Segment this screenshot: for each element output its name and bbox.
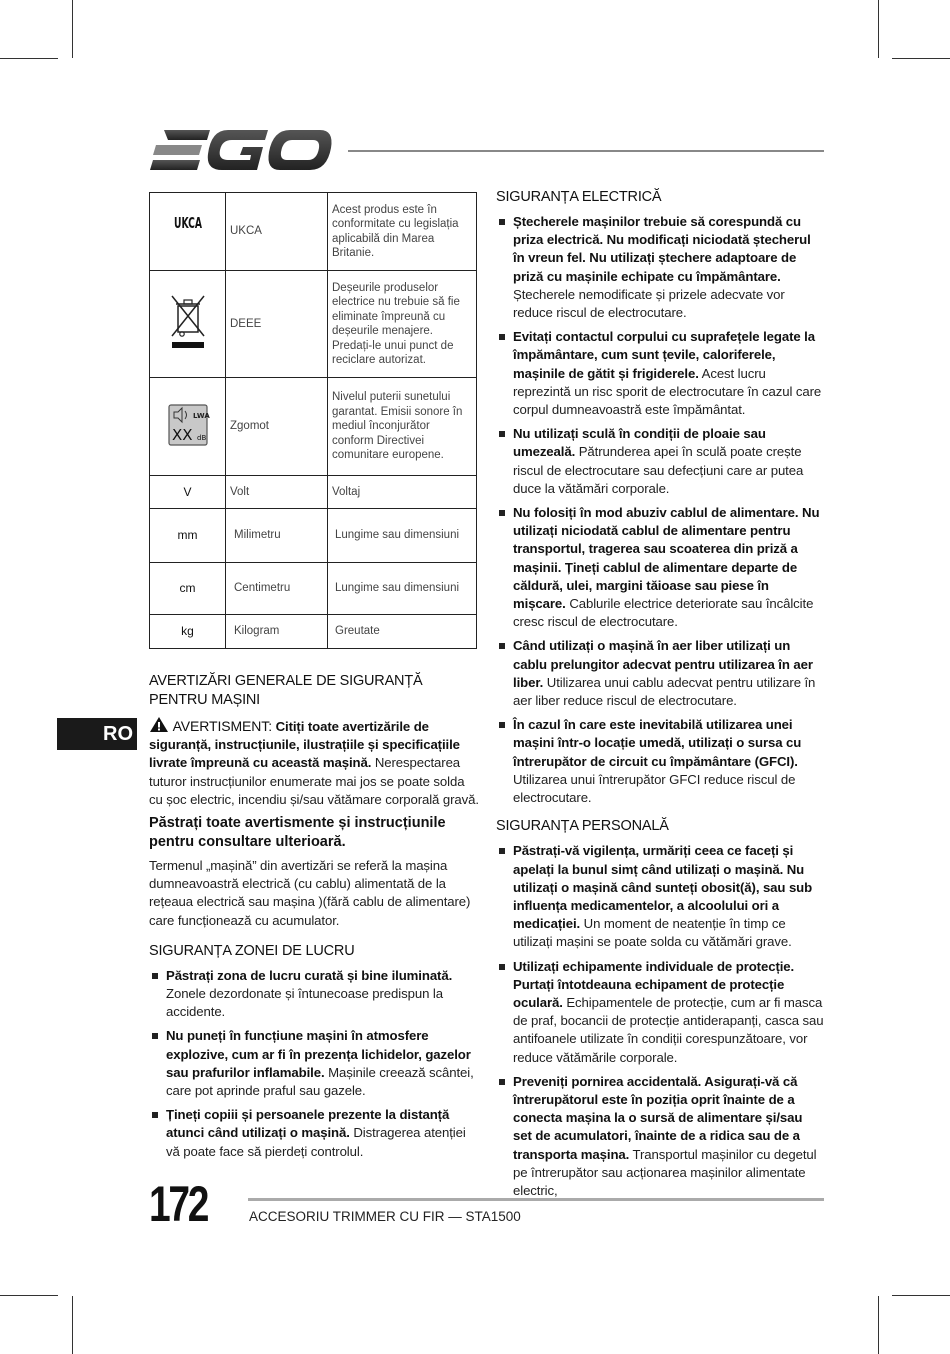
- item-text: Zonele dezordonate și întunecoase predispun la accidente.: [166, 986, 443, 1020]
- item-bold: Preveniți pornirea accidentală. Asigurați-vă că întrerupătorul este în poziția oprit înainte de a conecta mașina la o sursă de alimentare și/sau set de acumulatori, înainte de a ridica sau de a transporta mașina.: [513, 1073, 803, 1162]
- warning-paragraph: [149, 716, 479, 809]
- symbol-text: kg: [150, 615, 226, 649]
- symbol-text: V: [150, 476, 226, 509]
- noise-symbol-cell: [150, 378, 226, 476]
- bullet-icon: [499, 334, 505, 340]
- table-row: [150, 476, 477, 509]
- symbol-description: Nivelul puterii sunetului garantat. Emisii sonore în mediul înconjurător conform Directivei comunitare europene.: [328, 378, 477, 476]
- term-paragraph: Termenul „mașină” din avertizări se referă la mașina dumneavoastră electrică (cu cablu) alimentată de la rețeaua electrică sau mașina )(fără cablu de alimentare) care funcționează cu acumulator.: [149, 858, 471, 928]
- work-area-list: [149, 967, 479, 1161]
- symbol-text: cm: [150, 563, 226, 615]
- item-bold: Țineți copiii și persoanele prezente la distanță atunci când utilizați o mașină.: [166, 1107, 450, 1141]
- item-text: Utilizarea unui cablu adecvat pentru utilizare în aer liber reduce riscul de electrocutare.: [513, 674, 816, 709]
- crop-mark: [878, 1296, 879, 1354]
- svg-text:LWA: LWA: [192, 411, 210, 420]
- crop-mark: [892, 1295, 950, 1296]
- symbol-description: Lungime sau dimensiuni: [328, 509, 477, 563]
- table-row: [150, 563, 477, 615]
- page-number: 172: [149, 1176, 208, 1232]
- svg-text:dB: dB: [196, 433, 206, 442]
- list-item: [496, 328, 824, 419]
- table-row: [150, 378, 477, 476]
- item-text: Acest lucru reprezintă un risc sporit de electrocutare în cazul care corpul dumneavoastră este împământat.: [513, 365, 822, 418]
- list-item: [149, 967, 479, 1022]
- list-item: [496, 504, 824, 631]
- list-item: [496, 637, 824, 710]
- warning-triangle-icon: [149, 716, 169, 733]
- bullet-icon: [499, 848, 505, 854]
- personal-list: [496, 842, 824, 1200]
- right-column: [496, 188, 824, 1206]
- bullet-icon: [499, 722, 505, 728]
- electrical-list: [496, 213, 824, 807]
- item-bold: Utilizați echipamente individuale de protecție. Purtați întotdeauna echipament de protecție oculară.: [513, 958, 795, 1010]
- ego-logo: [150, 128, 332, 172]
- list-item: [149, 1106, 479, 1161]
- crop-mark: [0, 58, 58, 59]
- item-bold: Când utilizați o mașină în aer liber utilizați un cablu prelungitor adecvat pentru utilizarea în aer liber.: [513, 638, 813, 690]
- ukca-mark-icon: [171, 213, 205, 247]
- keep-instructions: Păstrați toate avertismente și instrucțiunile pentru consultare ulterioară.: [149, 815, 446, 850]
- table-row: [150, 615, 477, 649]
- item-text: Un moment de neatenție în timp ce utilizați mașini se poate solda cu vătămări grave.: [513, 916, 792, 950]
- symbol-name: UKCA: [226, 193, 328, 271]
- crop-mark: [72, 1296, 73, 1354]
- symbol-description: Greutate: [328, 615, 477, 649]
- item-bold: Păstrați zona de lucru curată și bine iluminată.: [166, 967, 453, 983]
- item-bold: În cazul în care este inevitabilă utilizarea unei mașini într-o locație umedă, utilizați o sursa cu întrerupător de circuit cu împământare (GFCI).: [513, 717, 802, 769]
- item-text: Cablurile electrice deteriorate sau încâlcite cresc riscul de electrocutare.: [513, 596, 814, 630]
- item-bold: Ștecherele mașinilor trebuie să corespundă cu priza electrică. Nu modificați niciodată ștecherul în vreun fel. Nu utilizați ștechere adaptoare de priză cu mașinile echipate cu împământare.: [513, 214, 811, 284]
- ukca-symbol-cell: [150, 193, 226, 271]
- bullet-icon: [499, 964, 505, 970]
- symbol-text: mm: [150, 509, 226, 563]
- personal-safety-heading: SIGURANȚA PERSONALĂ: [496, 818, 669, 835]
- table-row: [150, 193, 477, 271]
- footer-title: ACCESORIU TRIMMER CU FIR — STA1500: [249, 1209, 521, 1224]
- symbol-description: Lungime sau dimensiuni: [328, 563, 477, 615]
- item-text: Mașinile creează scântei, care pot aprinde praful sau gazele.: [166, 1064, 474, 1099]
- electrical-safety-heading: SIGURANȚA ELECTRICĂ: [496, 189, 662, 205]
- item-bold: Nu folosiți în mod abuziv cablul de alimentare. Nu utilizați niciodată cablul de alimentare pentru transportul, tragerea sau scoaterea din priză a mașinii. Țineți cablul de alimentare departe de căldură, ulei, margini tăioase sau piese în mișcare.: [513, 505, 820, 612]
- bullet-icon: [499, 643, 505, 649]
- symbol-description: Deșeurile produselor electrice nu trebuie să fie eliminate împreună cu deșeurile menajere. Predați-le unui punct de reciclare autorizat.: [328, 271, 477, 378]
- svg-text:UKCA: UKCA: [173, 213, 202, 232]
- list-item: [496, 425, 824, 498]
- noise-level-icon: [168, 404, 208, 446]
- symbol-description: Voltaj: [328, 476, 477, 509]
- item-text: Distragerea atenției vă poate face să pierdeți controlul.: [166, 1125, 466, 1159]
- warning-text: Nerespectarea tuturor instrucțiunilor enumerate mai jos se poate solda cu șoc electric, incendiu și/sau vătămare corporală gravă.: [149, 755, 479, 807]
- bullet-icon: [152, 973, 158, 979]
- crop-mark: [892, 58, 950, 59]
- table-row: [150, 509, 477, 563]
- bullet-icon: [499, 219, 505, 225]
- crop-mark: [72, 0, 73, 58]
- bullet-icon: [499, 431, 505, 437]
- work-area-heading: SIGURANȚA ZONEI DE LUCRU: [149, 942, 355, 959]
- item-text: Ștecherele nemodificate și prizele adecvate vor reduce riscul de electrocutare.: [513, 286, 785, 321]
- list-item: [496, 958, 824, 1067]
- symbol-name: Zgomot: [226, 378, 328, 476]
- item-bold: Nu puneți în funcțiune mașini în atmosfere explozive, cum ar fi în prezența lichidelor, gazelor sau prafurilor inflamabile.: [166, 1028, 471, 1080]
- item-bold: Nu utilizați sculă în condiții de ploaie sau umezeală.: [513, 426, 766, 460]
- header-rule: [348, 150, 824, 152]
- svg-text:XX: XX: [171, 425, 193, 444]
- general-warnings-heading: AVERTIZĂRI GENERALE DE SIGURANȚĂ PENTRU MAȘINI: [149, 673, 423, 708]
- left-column: [149, 672, 479, 1167]
- footer-rule: [248, 1198, 824, 1201]
- item-text: Transportul mașinilor cu degetul pe întrerupător sau acționarea mașinilor alimentate electric,: [513, 1146, 817, 1198]
- warning-bold: Citiți toate avertizările de siguranță, instrucțiunile, ilustrațiile și specificațiile livrate împreună cu această mașină.: [149, 719, 460, 771]
- bullet-icon: [499, 1079, 505, 1085]
- bullet-icon: [152, 1033, 158, 1039]
- symbol-name: Kilogram: [226, 615, 328, 649]
- item-text: Echipamentele de protecție, cum ar fi masca de praf, bocancii de protecție antiderapanți, casca sau antifoanele utilizate în condiții corespunzătoare, vor reduce vătămările corporale.: [513, 994, 824, 1065]
- crop-mark: [0, 1295, 58, 1296]
- item-text: Pătrunderea apei în sculă poate crește riscul de electrocutare sau defecțiuni care ar putea duce la vătămări corporale.: [513, 444, 804, 496]
- warning-label: AVERTISMENT:: [172, 718, 272, 734]
- table-row: [150, 271, 477, 378]
- symbol-description: Acest produs este în conformitate cu legislația aplicabilă din Marea Britanie.: [328, 193, 477, 271]
- item-bold: Păstrați-vă vigilența, urmăriți ceea ce faceți și apelați la bunul simț când utilizați o mașină. Nu utilizați o mașină când sunteți obosit(ă), sau sub influența medicamentelor, a alcoolului ori a medicației.: [513, 843, 813, 932]
- symbol-name: DEEE: [226, 271, 328, 378]
- weee-symbol-cell: [150, 271, 226, 378]
- symbols-table: [149, 192, 477, 649]
- crop-mark: [878, 0, 879, 58]
- symbol-name: Milimetru: [226, 509, 328, 563]
- crossed-bin-icon: [168, 294, 208, 350]
- item-bold: Evitați contactul corpului cu suprafețele legate la împământare, cum sunt țevile, caloriferele, mașinile de gătit și frigiderele.: [513, 329, 815, 381]
- symbol-name: Volt: [226, 476, 328, 509]
- list-item: [149, 1027, 479, 1100]
- item-text: Utilizarea unui întrerupător GFCI reduce riscul de electrocutare.: [513, 771, 796, 806]
- list-item: [496, 213, 824, 322]
- symbol-name: Centimetru: [226, 563, 328, 615]
- list-item: [496, 1073, 824, 1200]
- language-tab: RO: [57, 718, 137, 750]
- list-item: [496, 842, 824, 951]
- bullet-icon: [499, 510, 505, 516]
- list-item: [496, 716, 824, 807]
- bullet-icon: [152, 1112, 158, 1118]
